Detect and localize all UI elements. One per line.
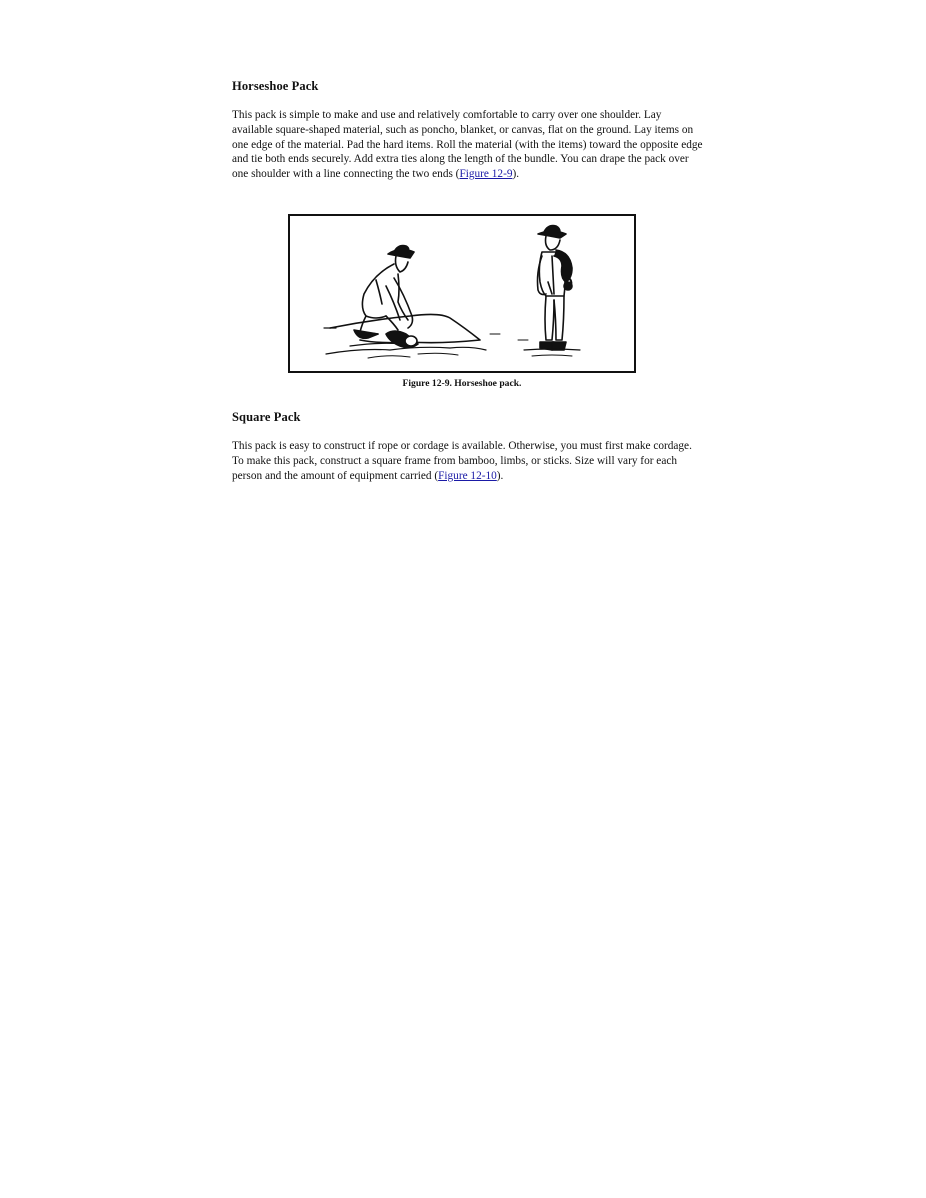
figure-12-10-link[interactable]: Figure 12-10 — [438, 469, 497, 482]
paragraph-end: ). — [512, 168, 520, 181]
section-heading-square-pack: Square Pack — [232, 410, 301, 424]
paragraph-text: This pack is easy to construct if rope or cordage is available. Otherwise, you must first make cordage. To make this pack, construct a square frame from bamboo, limbs, or sticks. Size will vary for each person and the amount of equipment carried ( — [232, 440, 692, 482]
figure-caption: Figure 12-9. Horseshoe pack. — [402, 378, 522, 389]
paragraph-end: ). — [496, 469, 504, 482]
figure-12-9-link[interactable]: Figure 12-9 — [459, 168, 513, 181]
paragraph-square-pack — [232, 439, 704, 483]
paragraph-text: This pack is simple to make and use and relatively comfortable to carry over one shoulder. Lay available square-shaped material, such as poncho, blanket, or canvas, flat on the ground. Lay items on one edge of the material. Pad the hard items. Roll the material (with the items) toward the opposite edge and tie both ends securely. Add extra ties along the length of the bundle. You can drape the pack over one shoulder with a line connecting the two ends ( — [232, 109, 703, 181]
standing-man — [518, 226, 580, 356]
section-heading-horseshoe-pack: Horseshoe Pack — [232, 79, 319, 93]
figure-horseshoe-pack — [288, 214, 636, 373]
horseshoe-pack-illustration — [290, 216, 634, 371]
kneeling-man — [354, 246, 418, 348]
paragraph-horseshoe-pack — [232, 108, 704, 182]
